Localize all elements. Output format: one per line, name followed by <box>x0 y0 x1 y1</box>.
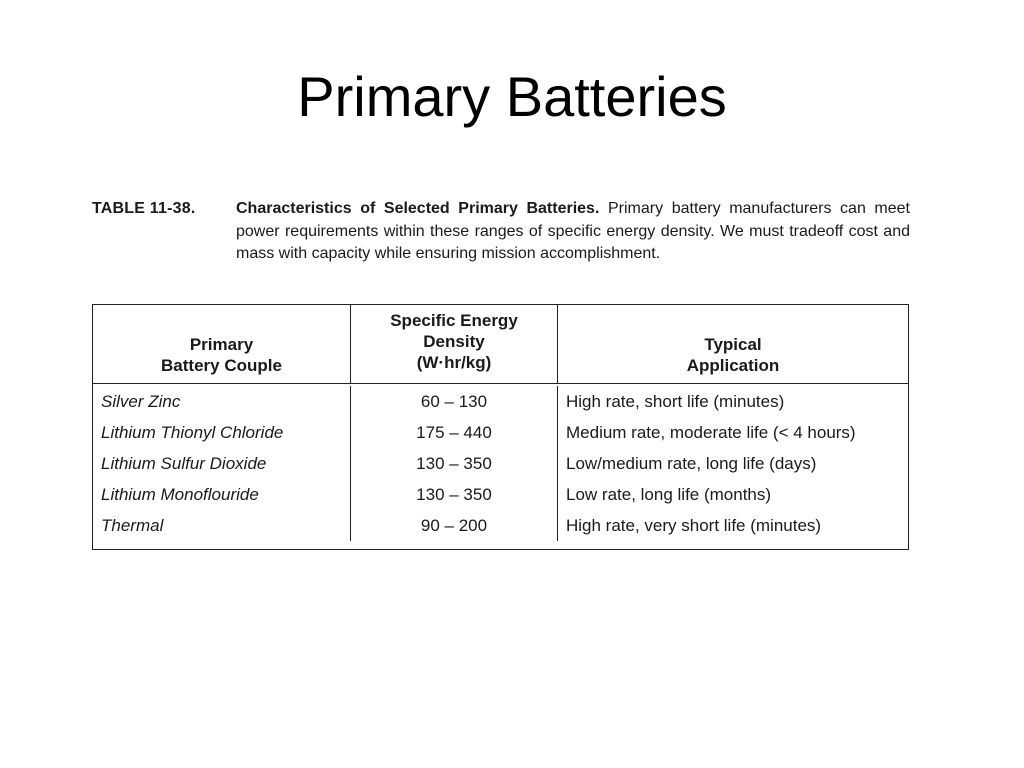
cell-energy-density: 130 – 350 <box>351 479 558 510</box>
cell-energy-density: 60 – 130 <box>351 386 558 417</box>
header-line: Primary <box>189 335 254 354</box>
table-row <box>93 386 908 417</box>
header-line: Density <box>423 331 485 351</box>
cell-battery-couple: Lithium Sulfur Dioxide <box>93 448 351 479</box>
table-row <box>93 417 908 448</box>
caption-text <box>236 198 910 266</box>
table-body <box>93 384 908 549</box>
slide-title: Primary Batteries <box>297 65 727 128</box>
header-battery-couple <box>93 305 351 383</box>
header-line: Application <box>686 356 780 375</box>
cell-battery-couple: Thermal <box>93 510 351 541</box>
header-line: Typical <box>704 335 762 354</box>
header-line: Battery Couple <box>161 356 282 375</box>
cell-application: Low rate, long life (months) <box>566 484 772 504</box>
caption-heading: Characteristics of Selected Primary Batteries. <box>236 200 600 217</box>
cell-battery-couple: Silver Zinc <box>93 386 351 417</box>
header-line: Specific Energy <box>390 310 518 330</box>
cell-battery-couple: Lithium Monoflouride <box>93 479 351 510</box>
battery-table <box>92 304 909 550</box>
cell-application: High rate, short life (minutes) <box>566 391 785 411</box>
cell-application: High rate, very short life (minutes) <box>566 515 822 535</box>
cell-battery-couple: Lithium Thionyl Chloride <box>93 417 351 448</box>
table-number: TABLE 11-38. <box>92 200 196 217</box>
cell-energy-density: 90 – 200 <box>351 510 558 541</box>
header-energy-density <box>351 305 558 383</box>
cell-energy-density: 175 – 440 <box>351 417 558 448</box>
cell-energy-density: 130 – 350 <box>351 448 558 479</box>
cell-application: Medium rate, moderate life (< 4 hours) <box>566 422 856 442</box>
cell-application: Low/medium rate, long life (days) <box>566 453 817 473</box>
table-row <box>93 448 908 479</box>
table-caption <box>92 198 910 266</box>
table-row <box>93 479 908 510</box>
header-line: (W·hr/kg) <box>416 352 492 372</box>
table-header <box>93 305 908 384</box>
header-typical-application <box>558 305 908 383</box>
caption-body: Primary battery manufacturers can meet power requirements within these ranges of specific energy density. We must tradeoff cost and mass with capacity while ensuring mission accomplishment. <box>236 200 911 262</box>
table-row <box>93 510 908 541</box>
